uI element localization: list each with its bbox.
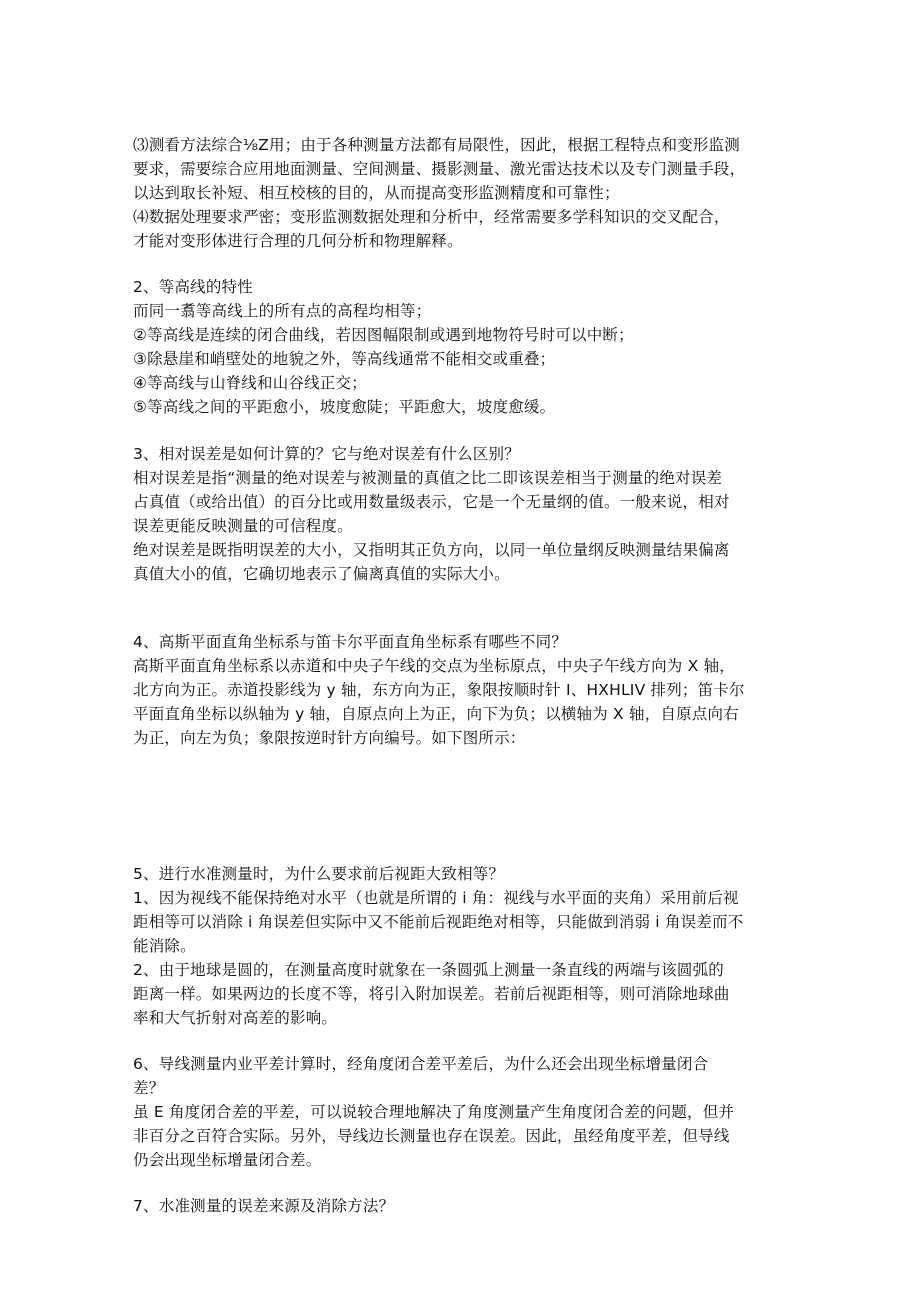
section6-heading-line2: 差？: [133, 1079, 165, 1097]
section5-para2-line3: 率和大气折射对高差的影响。: [133, 1009, 338, 1027]
section2-item-4: ④等高线与山脊线和山谷线正交；: [133, 374, 367, 392]
section5-para1-line2: 距相等可以消除 i 角误差但实际中又不能前后视距绝对相等，只能做到消弱 i 角误差而不: [133, 913, 744, 931]
section3-para1-line1: 相对误差是指“测量的绝对误差与被测量的真值之比二即该误差相当于测量的绝对误差: [133, 469, 723, 487]
section6-para-line2: 非百分之百符合实际。另外，导线边长测量也存在误差。因此，虽经角度平差，但导线: [133, 1127, 730, 1145]
section2-item-1: 而同一翥等高线上的所有点的高程均相等；: [133, 302, 432, 320]
section4-para-line2: 北方向为正。赤道投影线为 y 轴，东方向为正，象限按顺时针 I、HXHLIV 排列；笛卡尔: [133, 681, 745, 699]
section5-para1-line3: 能消除。: [133, 937, 196, 955]
section3-heading: 3、相对误差是如何计算的？它与绝对误差有什么区别？: [133, 445, 520, 463]
section4-para-line4: 为正，向左为负；象限按逆时针方向编号。如下图所示：: [133, 729, 526, 747]
section5-para2-line1: 2、由于地球是圆的，在测量高度时就象在一条圆弧上测量一条直线的两端与该圆弧的: [133, 961, 724, 979]
section6-para-line1: 虽 E 角度闭合差的平差，可以说较合理地解决了角度测量产生角度闭合差的问题，但并: [133, 1103, 735, 1121]
section3-para2-line2: 真值大小的值，它确切地表示了偏离真值的实际大小。: [133, 565, 510, 583]
section5-heading: 5、进行水准测量时，为什么要求前后视距大致相等？: [133, 865, 505, 883]
section2-item-3: ③除悬崖和峭壁处的地貌之外，等高线通常不能相交或重叠；: [133, 350, 556, 368]
section2-item-5: ⑤等高线之间的平距愈小，坡度愈陡；平距愈大，坡度愈缓。: [133, 398, 556, 416]
section1-item4-line1: ⑷数据处理要求严密；变形监测数据处理和分析中，经常需要多学科知识的交叉配合，: [133, 208, 730, 226]
section1-item3-line3: 以达到取长补短、相互校核的目的，从而提高变形监测精度和可靠性；: [133, 184, 620, 202]
section7-heading: 7、水准测量的误差来源及消除方法？: [133, 1197, 395, 1215]
section5-para2-line2: 距离一样。如果两边的长度不等，将引入附加误差。若前后视距相等，则可消除地球曲: [133, 985, 730, 1003]
section6-para-line3: 仍会出现坐标增量闭合差。: [133, 1151, 322, 1169]
section1-item4-line2: 才能对变形体进行合理的几何分析和物理解释。: [133, 232, 463, 250]
section2-heading: 2、等高线的特性: [133, 278, 253, 296]
section1-item3-line2: 要求，需要综合应用地面测量、空间测量、摄影测量、激光雷达技术以及专门测量手段，: [133, 160, 746, 178]
section4-para-line1: 高斯平面直角坐标系以赤道和中央子午线的交点为坐标原点，中央子午线方向为 X 轴，: [133, 657, 735, 675]
section3-para1-line2: 占真值（或给出值）的百分比或用数量级表示，它是一个无量纲的值。一般来说，相对: [133, 493, 730, 511]
section4-heading: 4、高斯平面直角坐标系与笛卡尔平面直角坐标系有哪些不同？: [133, 633, 567, 651]
section1-item3-line1: ⑶测看方法综合⅛Z用；由于各种测量方法都有局限性，因此，根据工程特点和变形监测: [133, 136, 740, 154]
section2-item-2: ②等高线是连续的闭合曲线，若因图幅限制或遇到地物符号时可以中断；: [133, 326, 634, 344]
section6-heading-line1: 6、导线测量内业平差计算时，经角度闭合差平差后，为什么还会出现坐标增量闭合: [133, 1055, 709, 1073]
section3-para1-line3: 误差更能反映测量的可信程度。: [133, 517, 353, 535]
section3-para2-line1: 绝对误差是既指明误差的大小，又指明其正负方向，以同一单位量纲反映测量结果偏离: [133, 541, 730, 559]
section4-para-line3: 平面直角坐标以纵轴为 y 轴，自原点向上为正，向下为负；以横轴为 X 轴，自原点向右: [133, 705, 739, 723]
section5-para1-line1: 1、因为视线不能保持绝对水平（也就是所谓的 i 角：视线与水平面的夹角）采用前后视: [133, 889, 739, 907]
